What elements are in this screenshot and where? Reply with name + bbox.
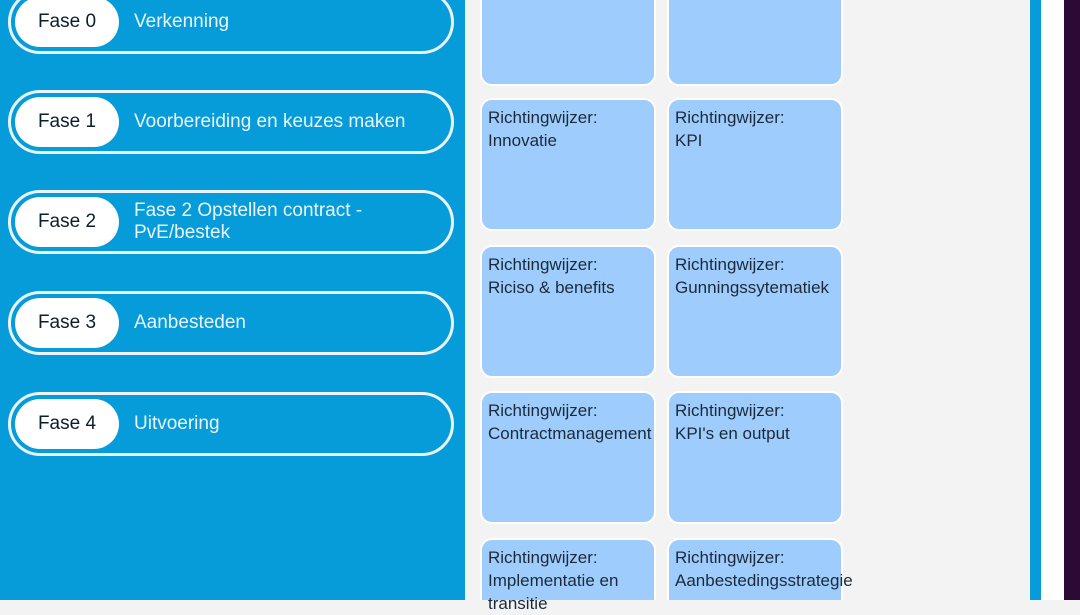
card-subtitle: Riciso & benefits [488, 278, 615, 297]
card-title: Richtingwijzer: [675, 108, 785, 127]
phase-number: Fase 3 [15, 298, 119, 348]
card-title: Richtingwijzer: [675, 548, 785, 567]
card-subtitle: Contractmanagement [488, 424, 652, 443]
card-marktconsultatie[interactable] [667, 0, 843, 86]
card-contractmanagement[interactable] [480, 391, 656, 524]
card-kpi[interactable] [667, 98, 843, 231]
card-title: Richtingwijzer: [488, 548, 598, 567]
phase-button-1[interactable] [8, 90, 454, 154]
phase-number: Fase 0 [15, 0, 119, 47]
window-edge [1064, 0, 1080, 600]
phase-label: Uitvoering [134, 413, 220, 434]
phase-number: Fase 2 [15, 197, 119, 247]
card-innovatie[interactable] [480, 98, 656, 231]
card-risico-benefits[interactable] [480, 245, 656, 378]
phase-button-0[interactable] [8, 0, 454, 54]
phase-navigation [0, 0, 465, 600]
card-aanbestedingsstrategie[interactable] [667, 538, 853, 600]
guidance-cards-area [466, 0, 1030, 613]
phase-button-2[interactable] [8, 190, 454, 254]
card-title: Richtingwijzer: [675, 401, 785, 420]
card-subtitle: Gunningssytematiek [675, 278, 830, 297]
card-subtitle: Implementatie en [488, 571, 619, 590]
right-divider [1030, 0, 1041, 600]
card-title: Richtingwijzer: [488, 255, 598, 274]
phase-number: Fase 1 [15, 97, 119, 147]
card-gunningssystematiek[interactable] [667, 245, 843, 378]
card-subtitle-continued: transitie [488, 594, 548, 613]
card-title: Richtingwijzer: [675, 255, 785, 274]
phase-button-4[interactable] [8, 392, 454, 456]
card-title: Richtingwijzer: [488, 108, 598, 127]
phase-button-3[interactable] [8, 291, 454, 355]
card-subtitle: KPI [675, 131, 703, 150]
card-implementatie-transitie[interactable] [480, 538, 656, 613]
phase-label: Aanbesteden [134, 312, 246, 333]
phase-number: Fase 4 [15, 399, 119, 449]
right-gap [1041, 0, 1064, 600]
card-opdrachtgeverschap[interactable] [480, 0, 656, 86]
card-subtitle: Aanbestedingsstrategie [675, 571, 853, 590]
card-subtitle: KPI's en output [675, 424, 790, 443]
card-title: Richtingwijzer: [488, 401, 598, 420]
phase-label: Fase 2 Opstellen contract - PvE/bestek [134, 200, 363, 243]
phase-label: Voorbereiding en keuzes maken [134, 111, 406, 132]
card-kpis-output[interactable] [667, 391, 843, 524]
card-subtitle: Innovatie [488, 131, 557, 150]
phase-label: Verkenning [134, 11, 230, 32]
